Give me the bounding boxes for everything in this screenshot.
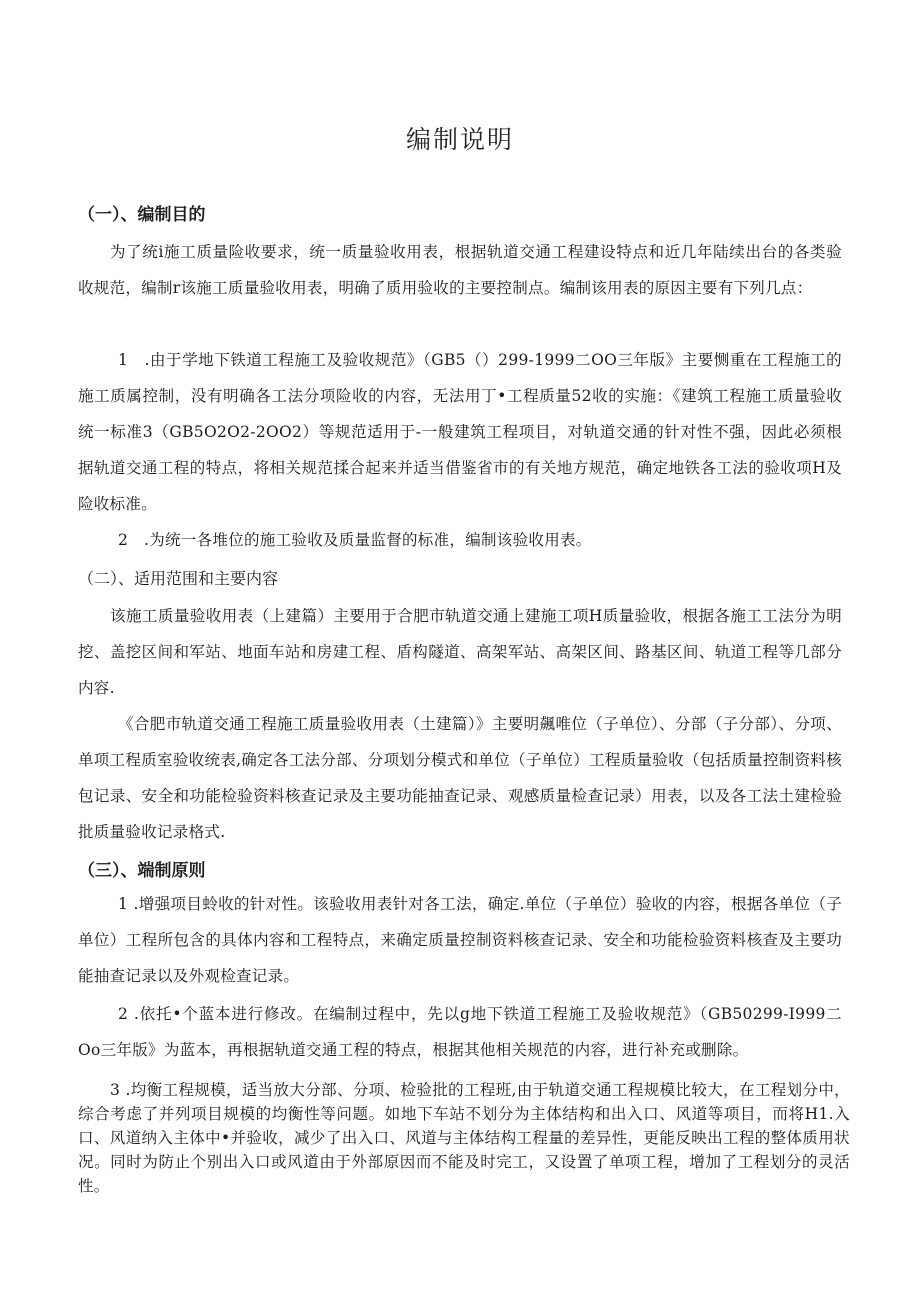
page-title: 编制说明 (405, 125, 514, 154)
paragraph-principle-1: 1 .增强项目蛉收的针对性。该验收用表针对各工法，确定.单位（子单位）验收的内容，根据各单位（子单位）工程所包含的具体内容和工程特点，来确定质量控制资料核查记录、安全和功能检验资料核查及主要功能抽查记录以及外观检查记录。 (78, 895, 842, 985)
section-heading-purpose: （一）、编制目的 (78, 205, 206, 225)
paragraph-purpose-intro: 为了统i施工质量险收要求，统一质量验收用表，根据轨道交通工程建设特点和近几年陆续出台的各类验收规范，编制r该施工质量验收用表，明确了质用验收的主要控制点。编制该用表的原因主要有下列几点： (78, 243, 842, 297)
paragraph-principle-2: 2 .依托•个蓝本进行修改。在编制过程中，先以g地下铁道工程施工及验收规范》（GB50299-I999二Oo三年版》为蓝本，再根据轨道交通工程的特点，根据其他相关规范的内容，进行补充或删除。 (78, 1005, 842, 1059)
section-heading-scope: （二）、适用范围和主要内容 (78, 569, 279, 588)
section-heading-principles: （三）、端制原则 (78, 861, 206, 881)
paragraph-scope-2: 《合肥市轨道交通工程施工质量验收用表（土建篇）》主要明飆唯位（子单位）、分部（子分部）、分项、单项工程质室验收统表,确定各工法分部、分项划分模式和单位（子单位）工程质量验收（包括质量控制资料核包记录、安全和功能检验资料核查记录及主要功能抽查记录、观感质量检查记录）用表，以及各工法土建检验批质量验收记录格式. (78, 715, 842, 841)
paragraph-scope-1: 该施工质量验收用表（上建篇）主要用于合肥市轨道交通上建施工项H质量验收，根据各施工工法分为明挖、盖挖区间和军站、地面车站和房建工程、盾构隧道、高架军站、高架区间、路基区间、轨道工程等几部分内容. (78, 607, 842, 697)
paragraph-purpose-point-1: 1 .由于学地下铁道工程施工及验收规范》（GB5（）299-1999二OO三年版》主要恻重在工程施工的施工质属控制，没有明确各工法分项险收的内容，无法用丁•工程质量52收的实施：《建筑工程施工质量验收统一标准3（GB5O2O2-2OO2）等规范适用于-一般建筑工程项目，对轨道交通的针对性不强，因此必须根据轨道交通工程的特点，将相关规范揉合起来并适当借鉴省市的有关地方规范，确定地铁各工法的验收项H及险收标准。 (78, 351, 842, 513)
paragraph-purpose-point-2: 2 .为统一各堆位的施工验收及质量监督的标准，编制该验收用表。 (118, 531, 592, 549)
paragraph-principle-3: 3 .均衡工程规模，适当放大分部、分项、检验批的工程班,由于轨道交通工程规模比较大，在工程划分中，综合考虑了并列项目规模的均衡性等问题。如地下车站不划分为主体结构和出入口、风道等项目，而将H1.入口、风道纳入主体中•并验收，减少了出入口、风道与主体结构工程量的差异性，更能反映出工程的整体质用状况。同时为防止个别出入口或风道由于外部原因而不能及时完工，又设置了单项工程，增加了工程划分的灵活性。 (78, 1081, 850, 1195)
